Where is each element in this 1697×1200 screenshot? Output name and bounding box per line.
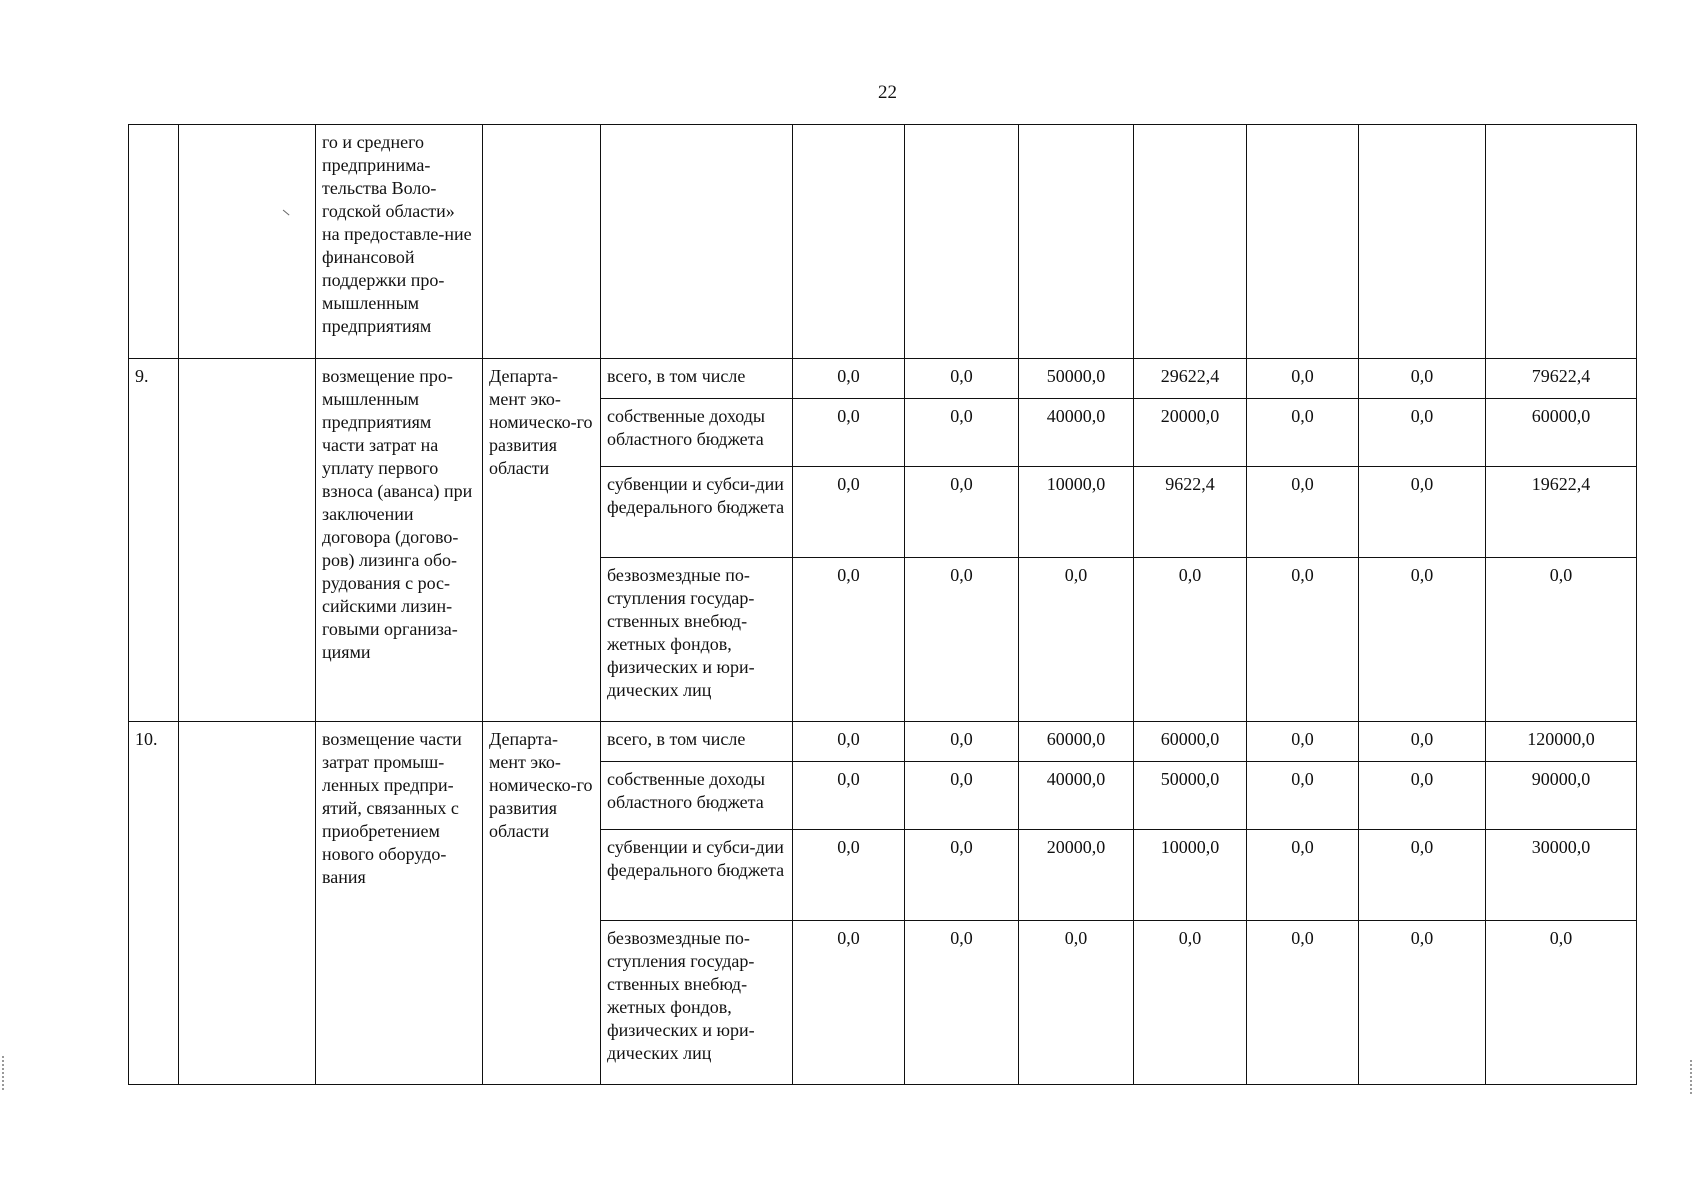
value-cell: 60000,0 [1134,722,1247,762]
value-cell: 50000,0 [1019,359,1134,399]
table-row [129,359,1637,399]
value-cell: 60000,0 [1019,722,1134,762]
value-cell: 0,0 [1359,558,1486,722]
right-edge-mark [1690,1060,1694,1094]
empty-cell [179,125,316,359]
value-cell: 79622,4 [1486,359,1637,399]
source-cell: безвозмездные по-ступления государ-ственных внебюд-жетных фондов, физических и юри-дических лиц [601,921,793,1085]
value-cell: 10000,0 [1134,830,1247,921]
value-cell: 20000,0 [1019,830,1134,921]
value-cell: 0,0 [905,830,1019,921]
value-cell: 0,0 [793,558,905,722]
value-cell: 0,0 [1486,921,1637,1085]
value-cell: 60000,0 [1486,399,1637,467]
page-number: 22 [878,82,897,103]
value-cell [1486,125,1637,359]
row-index: 9. [129,359,179,722]
value-cell: 0,0 [1019,921,1134,1085]
value-cell: 50000,0 [1134,762,1247,830]
empty-cell [179,359,316,722]
value-cell: 0,0 [905,722,1019,762]
value-cell: 0,0 [1247,762,1359,830]
value-cell: 0,0 [1247,399,1359,467]
value-cell: 0,0 [905,467,1019,558]
value-cell: 0,0 [905,399,1019,467]
department-cell: Департа-мент эко-номическо-го развития области [483,359,601,722]
value-cell: 0,0 [793,921,905,1085]
empty-cell [179,722,316,1085]
budget-table [128,124,1637,1085]
value-cell: 30000,0 [1486,830,1637,921]
value-cell: 0,0 [1359,359,1486,399]
left-edge-mark [2,1056,6,1090]
value-cell [1134,125,1247,359]
value-cell: 0,0 [793,830,905,921]
value-cell: 0,0 [1359,830,1486,921]
source-cell: собственные доходы областного бюджета [601,399,793,467]
value-cell: 10000,0 [1019,467,1134,558]
value-cell: 9622,4 [1134,467,1247,558]
value-cell: 20000,0 [1134,399,1247,467]
value-cell: 0,0 [1247,921,1359,1085]
department-cell: Департа-мент эко-номическо-го развития области [483,722,601,1085]
value-cell: 0,0 [793,467,905,558]
continuation-row [129,125,1637,359]
description-cell: го и среднего предпринима-тельства Воло-годской области» на предоставле-ние финансовой поддержки про-мышленным предприятиям [316,125,483,359]
value-cell: 0,0 [1359,399,1486,467]
value-cell: 0,0 [793,762,905,830]
value-cell: 19622,4 [1486,467,1637,558]
value-cell: 0,0 [793,359,905,399]
value-cell: 120000,0 [1486,722,1637,762]
value-cell: 0,0 [905,762,1019,830]
value-cell: 0,0 [905,558,1019,722]
value-cell: 0,0 [905,921,1019,1085]
value-cell: 0,0 [1359,722,1486,762]
source-cell: безвозмездные по-ступления государ-ственных внебюд-жетных фондов, физических и юри-дических лиц [601,558,793,722]
value-cell: 0,0 [793,722,905,762]
table-row [129,722,1637,762]
source-cell [601,125,793,359]
value-cell: 0,0 [1247,359,1359,399]
value-cell: 0,0 [1486,558,1637,722]
value-cell [1019,125,1134,359]
value-cell: 0,0 [793,399,905,467]
value-cell: 40000,0 [1019,399,1134,467]
value-cell [1359,125,1486,359]
value-cell [905,125,1019,359]
source-cell: всего, в том числе [601,722,793,762]
value-cell: 0,0 [1359,762,1486,830]
value-cell: 29622,4 [1134,359,1247,399]
row-index: 10. [129,722,179,1085]
value-cell: 0,0 [1359,921,1486,1085]
source-cell: собственные доходы областного бюджета [601,762,793,830]
value-cell: 0,0 [1019,558,1134,722]
source-cell: субвенции и субси-дии федерального бюджета [601,830,793,921]
department-cell [483,125,601,359]
value-cell: 0,0 [1134,558,1247,722]
description-cell: возмещение части затрат промыш-ленных предпри-ятий, связанных с приобретением нового оборудо-вания [316,722,483,1085]
description-cell: возмещение про-мышленным предприятиям части затрат на уплату первого взноса (аванса) при заключении договора (догово-ров) лизинга обо-рудования с рос-сийскими лизин-говыми организа-циями [316,359,483,722]
value-cell: 90000,0 [1486,762,1637,830]
value-cell: 40000,0 [1019,762,1134,830]
value-cell: 0,0 [905,359,1019,399]
source-cell: всего, в том числе [601,359,793,399]
value-cell [1247,125,1359,359]
value-cell: 0,0 [1134,921,1247,1085]
value-cell: 0,0 [1247,830,1359,921]
value-cell [793,125,905,359]
source-cell: субвенции и субси-дии федерального бюджета [601,467,793,558]
value-cell: 0,0 [1247,467,1359,558]
value-cell: 0,0 [1247,558,1359,722]
index-cell [129,125,179,359]
value-cell: 0,0 [1247,722,1359,762]
value-cell: 0,0 [1359,467,1486,558]
